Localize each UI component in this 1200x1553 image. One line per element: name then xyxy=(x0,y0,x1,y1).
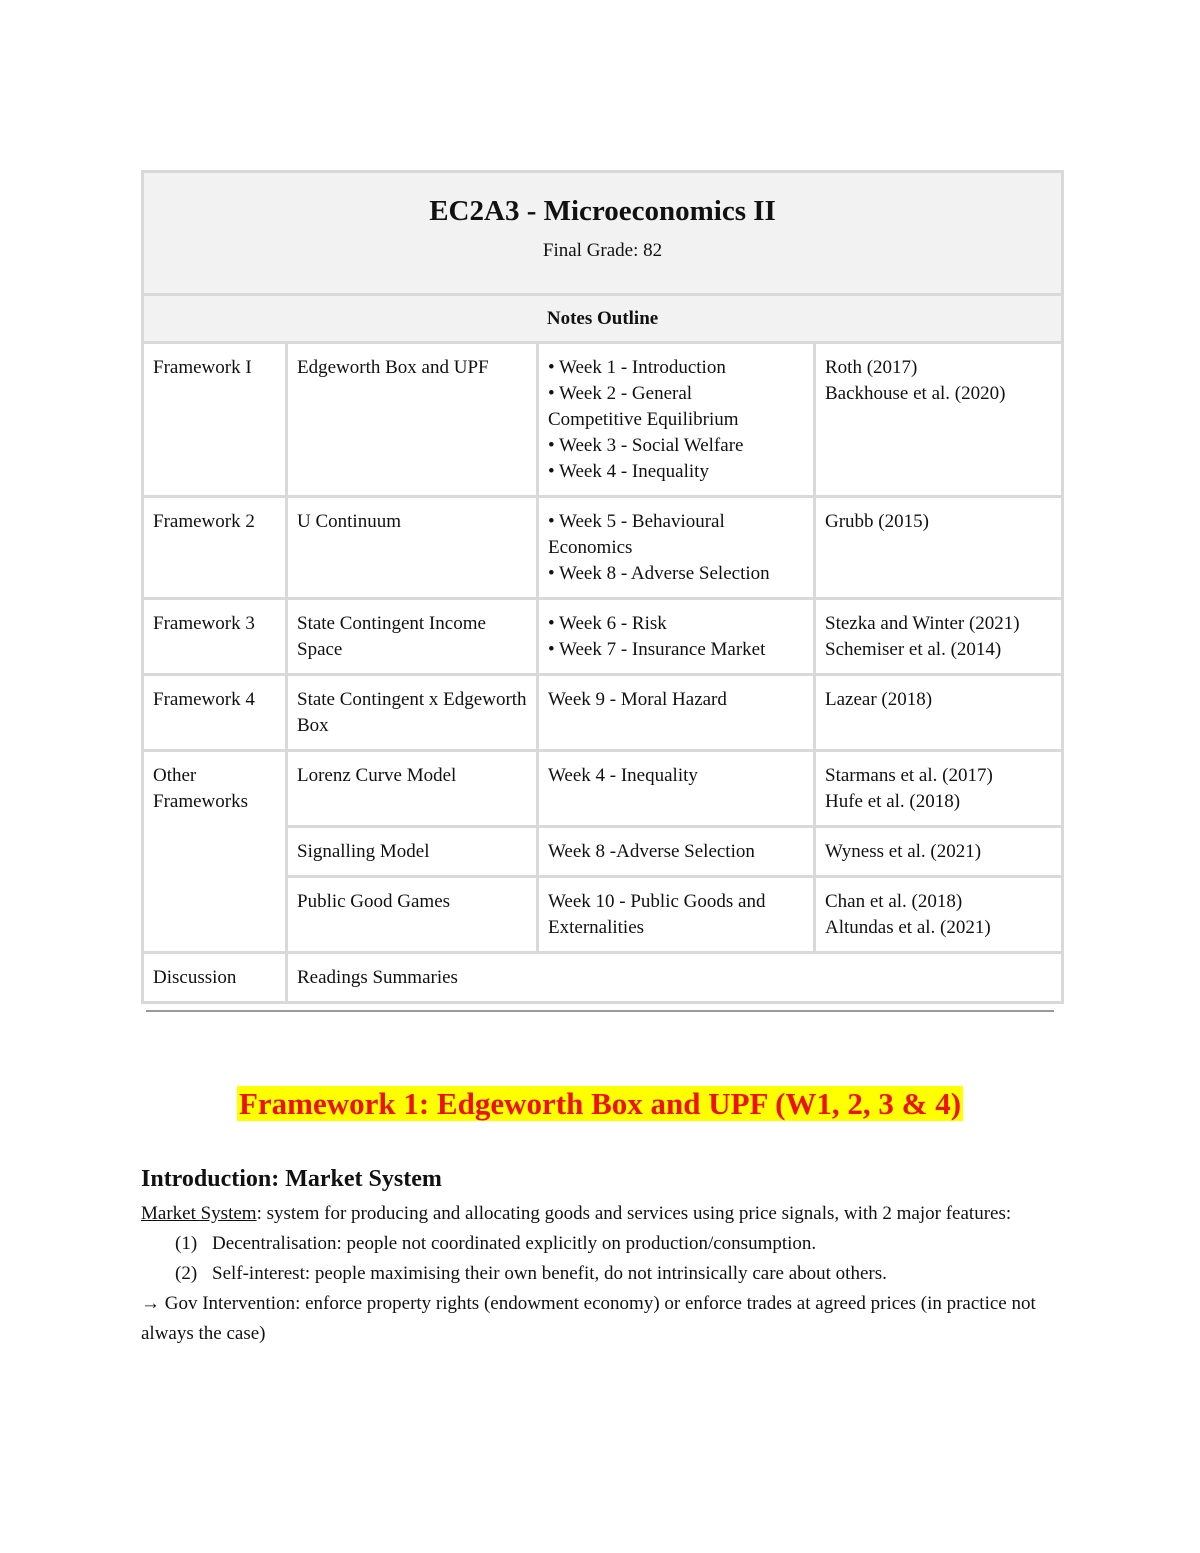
readings-cell xyxy=(815,751,1063,827)
week-line: Week 8 -Adverse Selection xyxy=(548,841,755,862)
table-title-row xyxy=(143,172,1063,295)
list-number: (2) xyxy=(175,1263,198,1284)
list-text: Decentralisation: people not coordinated explicitly on production/consumption. xyxy=(212,1233,817,1254)
list-number: (1) xyxy=(175,1233,198,1254)
weeks-cell xyxy=(538,827,815,877)
model-cell: Public Good Games xyxy=(287,877,538,953)
weeks-cell xyxy=(538,751,815,827)
model-cell: State Contingent Income Space xyxy=(287,599,538,675)
list-item xyxy=(141,1229,1061,1259)
definition-paragraph xyxy=(141,1199,1061,1229)
reading-line: Backhouse et al. (2020) xyxy=(825,383,1006,404)
model-cell: Readings Summaries xyxy=(287,953,1063,1003)
market-system-body xyxy=(141,1199,1061,1349)
final-grade: Final Grade: 82 xyxy=(542,240,663,261)
model-cell: U Continuum xyxy=(287,497,538,599)
reading-line: Altundas et al. (2021) xyxy=(825,917,991,938)
table-row xyxy=(143,599,1063,675)
weeks-cell xyxy=(538,675,815,751)
table-row xyxy=(143,343,1063,497)
reading-line: Roth (2017) xyxy=(825,357,918,378)
week-line: • Week 5 - Behavioural xyxy=(548,511,725,532)
term-market-system: Market System xyxy=(141,1203,257,1224)
readings-cell xyxy=(815,877,1063,953)
reading-line: Grubb (2015) xyxy=(825,511,929,532)
framework-heading-container xyxy=(0,1084,1200,1124)
week-line: • Week 8 - Adverse Selection xyxy=(548,563,770,584)
readings-cell xyxy=(815,599,1063,675)
framework-cell: Framework I xyxy=(143,343,287,497)
weeks-cell xyxy=(538,343,815,497)
framework-cell: Discussion xyxy=(143,953,287,1003)
weeks-cell xyxy=(538,599,815,675)
reading-line: Lazear (2018) xyxy=(825,689,933,710)
model-cell: Lorenz Curve Model xyxy=(287,751,538,827)
model-cell: Edgeworth Box and UPF xyxy=(287,343,538,497)
week-line: • Week 6 - Risk xyxy=(548,613,667,634)
table-row xyxy=(143,953,1063,1003)
week-line: Economics xyxy=(548,537,633,558)
reading-line: Wyness et al. (2021) xyxy=(825,841,982,862)
week-line: Week 4 - Inequality xyxy=(548,765,698,786)
week-line: Competitive Equilibrium xyxy=(548,409,739,430)
definition-text: system for producing and allocating goods and services using price signals, with 2 major features: xyxy=(261,1203,1012,1224)
weeks-cell xyxy=(538,497,815,599)
week-line: • Week 1 - Introduction xyxy=(548,357,726,378)
title-cell xyxy=(143,172,1063,295)
horizontal-divider xyxy=(146,1010,1054,1012)
readings-cell xyxy=(815,497,1063,599)
table-row xyxy=(143,497,1063,599)
reading-line: Hufe et al. (2018) xyxy=(825,791,961,812)
reading-line: Starmans et al. (2017) xyxy=(825,765,993,786)
term-colon: : xyxy=(256,1203,262,1224)
readings-cell xyxy=(815,343,1063,497)
readings-cell xyxy=(815,675,1063,751)
framework-cell: Framework 2 xyxy=(143,497,287,599)
table-row xyxy=(143,751,1063,827)
framework-cell: Other Frameworks xyxy=(143,751,287,953)
week-line: • Week 7 - Insurance Market xyxy=(548,639,766,660)
model-cell: Signalling Model xyxy=(287,827,538,877)
table-header-row xyxy=(143,295,1063,343)
weeks-cell: Week 10 - Public Goods and Externalities xyxy=(538,877,815,953)
gov-intervention-line: → Gov Intervention: enforce property rights (endowment economy) or enforce trades at agreed prices (in practice not always the case) xyxy=(141,1293,1036,1344)
notes-outline-table xyxy=(141,170,1064,1004)
week-line: • Week 4 - Inequality xyxy=(548,461,709,482)
reading-line: Schemiser et al. (2014) xyxy=(825,639,1002,660)
framework-cell: Framework 4 xyxy=(143,675,287,751)
reading-line: Chan et al. (2018) xyxy=(825,891,963,912)
week-line: • Week 3 - Social Welfare xyxy=(548,435,744,456)
week-line: Week 9 - Moral Hazard xyxy=(548,689,727,710)
course-title: EC2A3 - Microeconomics II xyxy=(429,195,776,227)
list-item xyxy=(141,1259,1061,1289)
framework-1-heading: Framework 1: Edgeworth Box and UPF (W1, 2, 3 & 4) xyxy=(238,1086,962,1121)
model-cell: State Contingent x Edgeworth Box xyxy=(287,675,538,751)
table-row xyxy=(143,675,1063,751)
framework-cell: Framework 3 xyxy=(143,599,287,675)
reading-line: Stezka and Winter (2021) xyxy=(825,613,1020,634)
week-line: • Week 2 - General xyxy=(548,383,693,404)
introduction-heading: Introduction: Market System xyxy=(141,1166,442,1192)
list-text: Self-interest: people maximising their own benefit, do not intrinsically care about others. xyxy=(212,1263,887,1284)
notes-outline-header: Notes Outline xyxy=(143,295,1063,343)
readings-cell xyxy=(815,827,1063,877)
